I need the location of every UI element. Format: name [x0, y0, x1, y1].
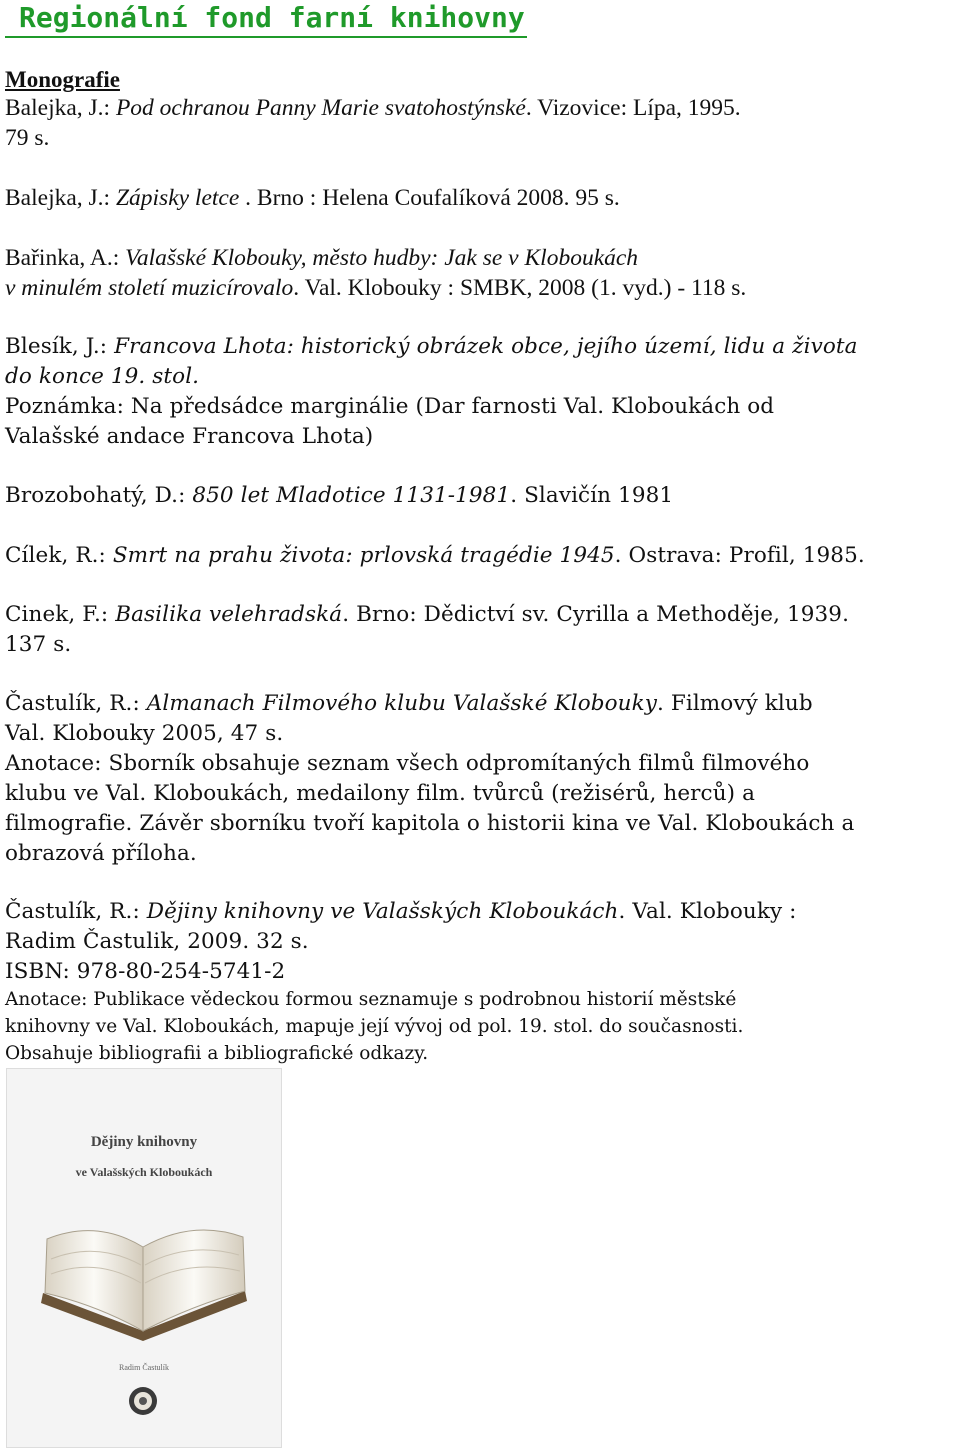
entry-castulik-almanach — [5, 689, 960, 869]
entry-text: filmografie. Závěr sborníku tvoří kapitola o historii kina ve Val. Kloboukách a — [5, 811, 855, 836]
entry-balejka-2 — [5, 183, 960, 213]
entry-text: 137 s. — [5, 632, 72, 657]
entry-line — [5, 839, 960, 869]
entry-text: Anotace: Sborník obsahuje seznam všech odpromítaných filmů filmového — [5, 751, 810, 776]
entry-text: obrazová příloha. — [5, 841, 197, 866]
entry-line — [5, 779, 960, 809]
entry-text: Častulík, R.: — [5, 691, 147, 716]
entry-title-text: Dějiny knihovny ve Valašských Kloboukách — [146, 899, 619, 924]
entry-text: . Val. Klobouky : — [618, 899, 797, 924]
entry-castulik-dejiny-annotation — [5, 986, 960, 1067]
entry-text: . Filmový klub — [656, 691, 813, 716]
book-cover-image — [6, 1068, 282, 1448]
entry-line — [5, 392, 960, 422]
entry-title-text: Smrt na prahu života: prlovská tragédie 1945 — [112, 543, 615, 568]
entry-text: . Brno: Dědictví sv. Cyrilla a Methoděje, 1939. — [342, 602, 850, 627]
entry-text: . Ostrava: Profil, 1985. — [614, 543, 865, 568]
open-book-icon — [7, 1069, 281, 1447]
entry-text: ISBN: 978-80-254-5741-2 — [5, 959, 286, 984]
entry-balejka-1 — [5, 93, 960, 153]
entry-line — [5, 809, 960, 839]
annotation-line: Obsahuje bibliografii a bibliografické odkazy. — [5, 1043, 429, 1064]
entry-title-text: Valašské Klobouky, město hudby: Jak se v Kloboukách — [125, 245, 639, 271]
entry-text: . Slavičín 1981 — [510, 483, 674, 508]
entry-line — [5, 243, 960, 273]
entry-text: . Vizovice: Lípa, 1995. — [525, 95, 741, 121]
entry-line — [5, 957, 960, 987]
page-title: Regionální fond farní knihovny — [5, 0, 527, 38]
entry-castulik-dejiny — [5, 897, 960, 987]
entry-title-text: v minulém století muzicírovalo — [5, 275, 294, 301]
entry-text: Cinek, F.: — [5, 602, 116, 627]
entry-text: . Brno : Helena Coufalíková 2008. 95 s. — [239, 185, 620, 211]
entry-line — [5, 422, 960, 452]
entry-line — [5, 541, 960, 571]
entry-line — [5, 719, 960, 749]
entry-text: Valašské andace Francova Lhota) — [5, 424, 374, 449]
annotation-line: knihovny ve Val. Kloboukách, mapuje její vývoj od pol. 19. stol. do současnosti. — [5, 1016, 744, 1037]
entry-line — [5, 897, 960, 927]
entry-text: 79 s. — [5, 125, 50, 151]
entry-line — [5, 123, 960, 153]
entry-cilek — [5, 541, 960, 571]
entry-blesik — [5, 332, 960, 452]
entry-title-text: Almanach Filmového klubu Valašské Klobouky — [146, 691, 657, 716]
entry-line — [5, 332, 960, 362]
entry-text: . Val. Klobouky : SMBK, 2008 (1. vyd.) - 118 s. — [293, 275, 747, 301]
entry-line — [5, 600, 960, 630]
entry-line — [5, 481, 960, 511]
entry-line — [5, 689, 960, 719]
entry-text: Radim Častulik, 2009. 32 s. — [5, 929, 309, 954]
entry-brozobohaty — [5, 481, 960, 511]
entry-text: Balejka, J.: — [5, 95, 116, 121]
entry-cinek — [5, 600, 960, 660]
section-heading: Monografie — [5, 67, 120, 92]
entry-text: Poznámka: Na předsádce marginálie (Dar farnosti Val. Kloboukách od — [5, 394, 775, 419]
entry-line — [5, 183, 960, 213]
entry-text: Cílek, R.: — [5, 543, 113, 568]
entry-title-text: Francova Lhota: historický obrázek obce, jejího území, lidu a života — [114, 334, 858, 359]
entry-line — [5, 749, 960, 779]
entry-line — [5, 630, 960, 660]
entry-title-text: Basilika velehradská — [115, 602, 343, 627]
entry-text: Balejka, J.: — [5, 185, 116, 211]
entry-title-text: Pod ochranou Panny Marie svatohostýnské — [115, 95, 526, 121]
entry-title-text: Zápisky letce — [115, 185, 240, 211]
entry-text: Blesík, J.: — [5, 334, 115, 359]
entry-text: Bařinka, A.: — [5, 245, 126, 271]
entry-line — [5, 362, 960, 392]
entry-text: Val. Klobouky 2005, 47 s. — [5, 721, 284, 746]
entry-line — [5, 927, 960, 957]
annotation-line: Anotace: Publikace vědeckou formou seznamuje s podrobnou historií městské — [5, 989, 737, 1010]
entry-line — [5, 93, 960, 123]
entry-text: Častulík, R.: — [5, 899, 147, 924]
cover-title-line1: Dějiny knihovny — [90, 1134, 198, 1150]
entry-line — [5, 273, 960, 303]
entry-title-text: do konce 19. stol. — [5, 364, 200, 389]
entry-title-text: 850 let Mladotice 1131-1981 — [192, 483, 511, 508]
cover-author: Radim Častulík — [119, 1363, 169, 1372]
entry-text: Brozobohatý, D.: — [5, 483, 193, 508]
cover-title-line2: ve Valašských Kloboukách — [75, 1165, 213, 1179]
entry-text: klubu ve Val. Kloboukách, medailony film. tvůrců (režisérů, herců) a — [5, 781, 755, 806]
entry-barinka — [5, 243, 960, 303]
